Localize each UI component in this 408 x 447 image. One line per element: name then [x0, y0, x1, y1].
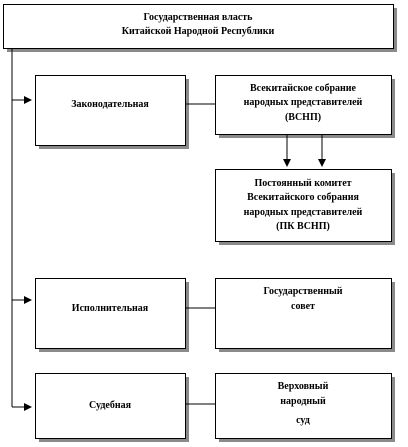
pk-vsnp-line3: народных представителей: [243, 207, 363, 218]
pk-vsnp-line1: Постоянный комитет: [254, 178, 352, 189]
vsnp-line2: народных представителей: [243, 97, 363, 108]
pk-vsnp-line2: Всекитайского собрания: [247, 192, 359, 203]
pk-vsnp-line4: (ПК ВСНП): [276, 221, 330, 232]
vsnp-line3: (ВСНП): [284, 112, 322, 123]
court-line2: народный: [280, 396, 326, 407]
gossovet-line1: Государственный: [263, 286, 343, 297]
legislative-label: Законодательная: [71, 99, 149, 110]
vsnp-line1: Всекитайское собрание: [250, 83, 356, 94]
executive-label: Исполнительная: [71, 303, 149, 314]
judicial-label: Судебная: [88, 400, 132, 411]
top-title-line1: Государственная власть: [143, 12, 253, 23]
court-line3: суд: [296, 415, 310, 426]
boxes: [4, 5, 394, 439]
top-title-line2: Китайской Народной Республики: [121, 26, 275, 37]
court-line1: Верховный: [277, 381, 329, 392]
legislative-box: [36, 76, 186, 146]
gossovet-line2: совет: [291, 301, 315, 312]
